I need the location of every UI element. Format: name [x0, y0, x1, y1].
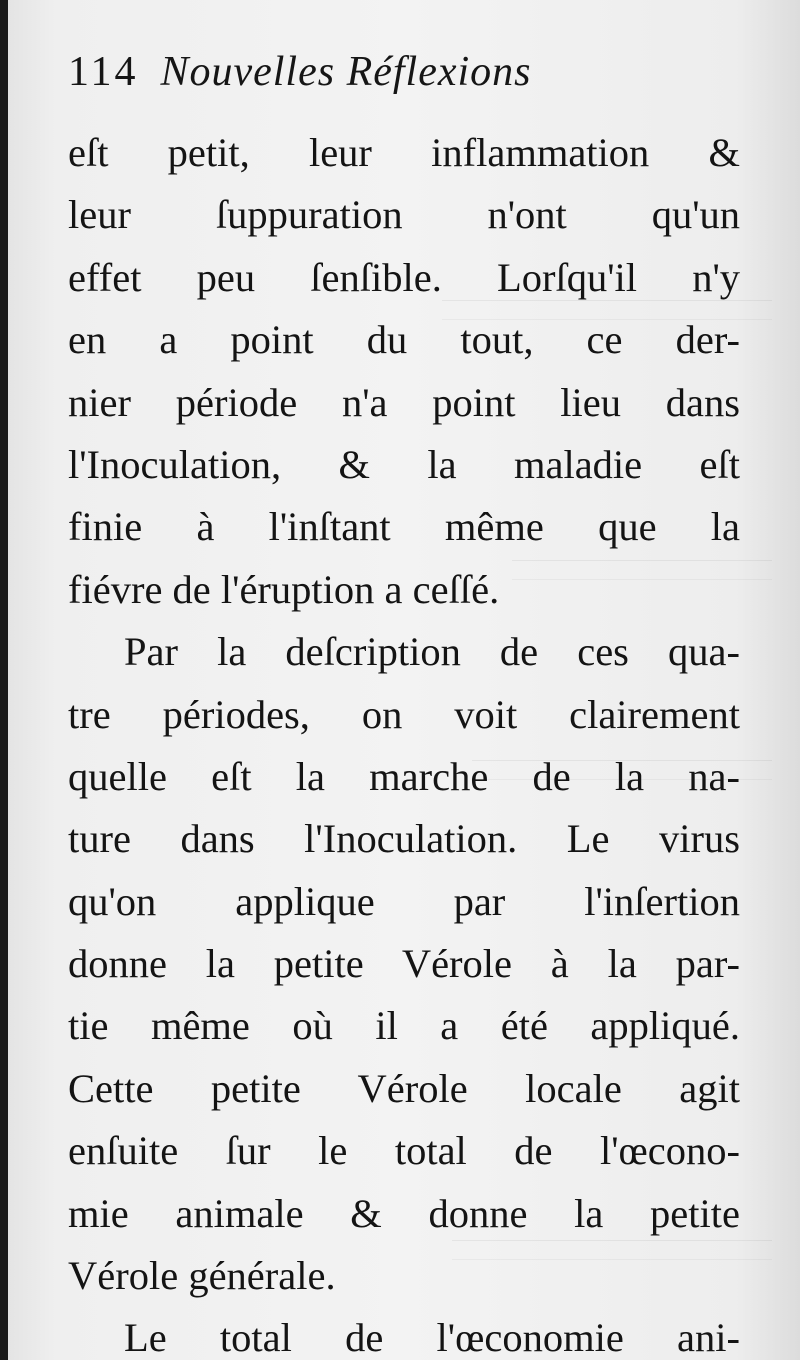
text-line: ture dans l'Inoculation. Le virus	[68, 816, 740, 862]
text-line: Par la deſcription de ces qua-	[124, 629, 740, 675]
text-line: leur ſuppuration n'ont qu'un	[68, 192, 740, 238]
text-line: eſt petit, leur inflammation &	[68, 130, 740, 175]
text-line: finie à l'inſtant même que la	[68, 504, 740, 550]
text-line: quelle eſt la marche de la na-	[68, 753, 740, 799]
text-line: effet peu ſenſible. Lorſqu'il n'y	[68, 254, 740, 300]
text-line: Vérole générale.	[68, 1253, 336, 1299]
text-line: tie même où il a été appliqué.	[68, 1003, 740, 1049]
text-line: fiévre de l'éruption a ceſſé.	[68, 566, 500, 612]
text-line: Cette petite Vérole locale agit	[68, 1065, 740, 1111]
text-line: donne la petite Vérole à la par-	[68, 941, 740, 987]
body-text	[68, 122, 740, 1360]
page-number: 114	[68, 49, 139, 95]
text-line: Le total de l'œconomie ani-	[124, 1315, 740, 1360]
text-line: enſuite ſur le total de l'œcono-	[68, 1128, 740, 1174]
text-line: nier période n'a point lieu dans	[68, 379, 740, 425]
text-line: en a point du tout, ce der-	[68, 317, 740, 363]
running-header	[68, 48, 532, 96]
running-title: Nouvelles Réflexions	[160, 49, 532, 95]
text-line: l'Inoculation, & la maladie eſt	[68, 441, 740, 487]
text-line: tre périodes, on voit clairement	[68, 691, 740, 737]
text-line: mie animale & donne la petite	[68, 1190, 740, 1236]
text-line: qu'on applique par l'inſertion	[68, 878, 740, 924]
book-page	[8, 0, 800, 1360]
